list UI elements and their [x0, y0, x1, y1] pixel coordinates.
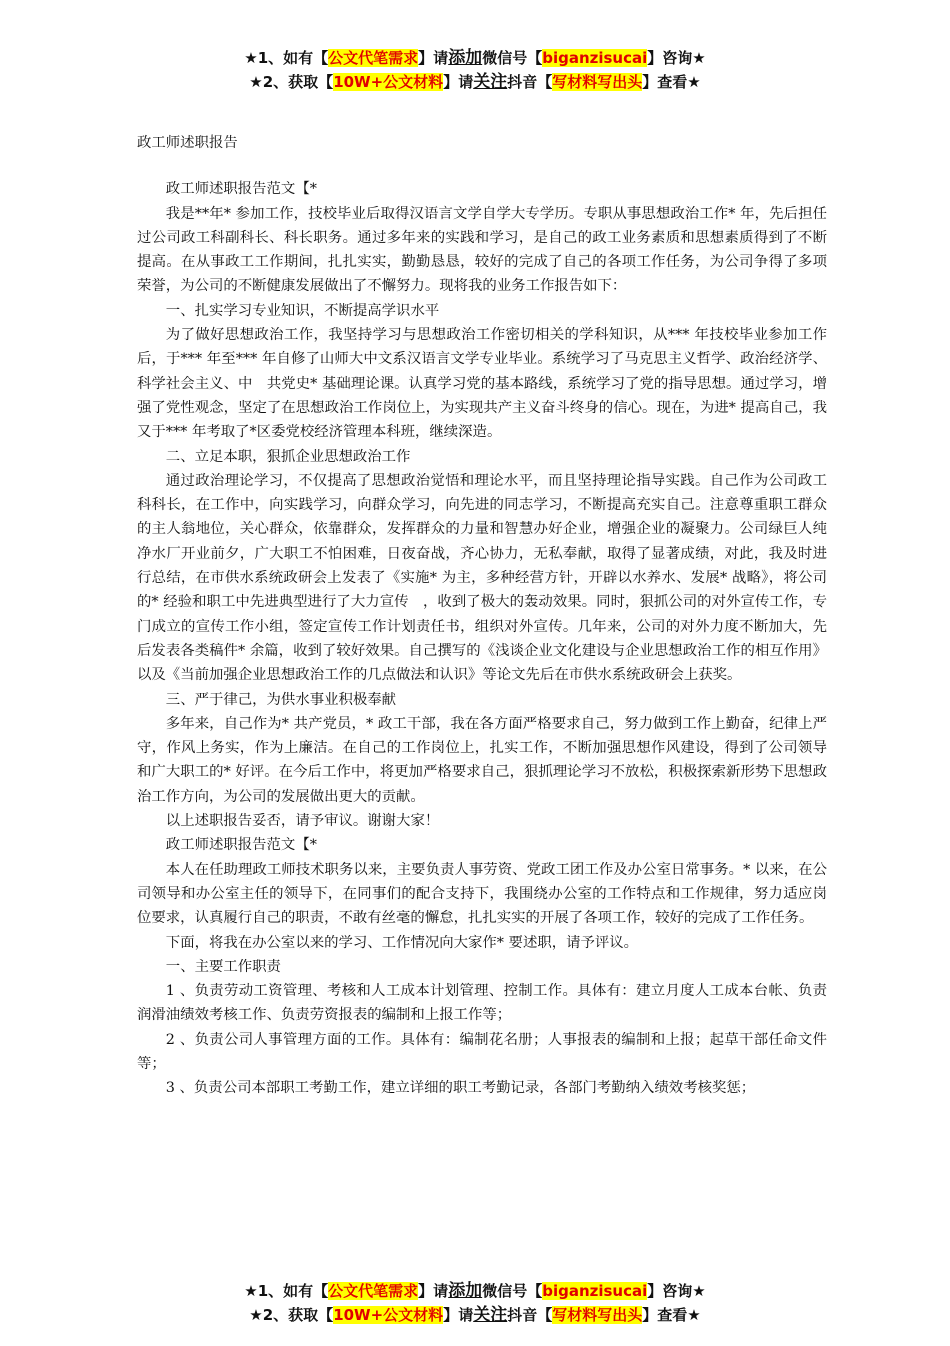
banner-text: ★1、如有【	[244, 1282, 329, 1300]
list-item: 2 、负责公司人事管理方面的工作。具体有：编制花名册；人事报表的编制和上报；起草干部任命文件等；	[137, 1031, 827, 1072]
banner-text: 】咨询★	[647, 1282, 706, 1300]
banner-emphasis: 关注	[473, 72, 508, 92]
footer-banner	[0, 1279, 950, 1327]
banner-highlight: 写材料写出头	[552, 73, 643, 91]
banner-highlight: 公文代笔需求	[328, 1282, 419, 1300]
banner-text: 】请	[418, 1282, 449, 1300]
banner-line-1	[0, 1279, 950, 1303]
banner-highlight: 写材料写出头	[552, 1306, 643, 1324]
banner-line-1	[0, 46, 950, 70]
banner-text: 】请	[443, 73, 474, 91]
banner-highlight: 公文代笔需求	[328, 49, 419, 67]
banner-text: 】查看★	[642, 1306, 701, 1324]
banner-text: 】请	[418, 49, 449, 67]
banner-line-2	[0, 1303, 950, 1327]
banner-text: 】请	[443, 1306, 474, 1324]
section-heading: 政工师述职报告范文【*	[165, 181, 317, 198]
paragraph: 多年来，自己作为* 共产党员，* 政工干部，我在各方面严格要求自己，努力做到工作上勤奋，纪律上严守，作风上务实，作为上廉洁。在自己的工作岗位上，扎实工作，不断加强思想作风建设，得到了公司领导和广大职工的* 好评。在今后工作中，将更加严格要求自己，狠抓理论学习不放松，积极探索新形势下思想政治工作方向，为公司的发展做出更大的贡献。	[137, 715, 827, 805]
banner-highlight: biganzisucai	[542, 1282, 648, 1300]
paragraph: 为了做好思想政治工作，我坚持学习与思想政治工作密切相关的学科知识，从*** 年技校毕业参加工作后，于*** 年至*** 年自修了山师大中文系汉语言文学专业毕业。系统学习了马克思主义哲学、政治经济学、科学社会主义、中 共党史* 基础理论课。认真学习党的基本路线，系统学习了党的指导思想。通过学习，增强了党性观念，坚定了在思想政治工作岗位上，为实现共产主义奋斗终身的信心。现在，为进* 提高自己，我又于*** 年考取了*区委党校经济管理本科班，继续深造。	[137, 327, 827, 441]
banner-emphasis: 添加	[448, 48, 483, 68]
banner-emphasis: 关注	[473, 1305, 508, 1325]
banner-text: 微信号【	[482, 49, 543, 67]
banner-text: ★1、如有【	[244, 49, 329, 67]
banner-text: 微信号【	[482, 1282, 543, 1300]
header-banner	[0, 46, 950, 94]
banner-highlight: 10W+公文材料	[333, 73, 444, 91]
paragraph: 下面，将我在办公室以来的学习、工作情况向大家作* 要述职，请予评议。	[165, 934, 639, 951]
paragraph: 以上述职报告妥否，请予审议。谢谢大家！	[165, 813, 440, 830]
banner-text: ★2、获取【	[249, 1306, 334, 1324]
banner-text: ★2、获取【	[249, 73, 334, 91]
banner-emphasis: 添加	[448, 1281, 483, 1301]
section-heading: 一、扎实学习专业知识，不断提高学识水平	[165, 302, 440, 319]
list-item: 1 、负责劳动工资管理、考核和人工成本计划管理、控制工作。具体有：建立月度人工成本台帐、负责润滑油绩效考核工作、负责劳资报表的编制和上报工作等；	[137, 983, 827, 1024]
paragraph: 本人在任助理政工师技术职务以来，主要负责人事劳资、党政工团工作及办公室日常事务。* 以来，在公司领导和办公室主任的领导下，在同事们的配合支持下，我围绕办公室的工作特点和工作规律，努力适应岗位要求，认真履行自己的职责，不敢有丝毫的懈怠，扎扎实实的开展了各项工作，较好的完成了工作任务。	[137, 861, 827, 927]
list-item: 3 、负责公司本部职工考勤工作，建立详细的职工考勤记录，各部门考勤纳入绩效考核奖惩；	[165, 1080, 756, 1097]
banner-text: 】查看★	[642, 73, 701, 91]
banner-text: 抖音【	[507, 73, 553, 91]
banner-line-2	[0, 70, 950, 94]
section-heading: 三、严于律己，为供水事业积极奉献	[165, 691, 397, 708]
paragraph: 通过政治理论学习，不仅提高了思想政治觉悟和理论水平，而且坚持理论指导实践。自己作为公司政工科科长，在工作中，向实践学习，向群众学习，向先进的同志学习，不断提高充实自己。注意尊重职工群众的主人翁地位，关心群众，依靠群众，发挥群众的力量和智慧办好企业，增强企业的凝聚力。公司绿巨人纯净水厂开业前夕，广大职工不怕困难，日夜奋战，齐心协力，无私奉献，取得了显著成绩，对此，我及时进行总结，在市供水系统政研会上发表了《实施* 为主，多种经营方针，开辟以水养水、发展* 战略》，将公司的* 经验和职工中先进典型进行了大力宣传 ，收到了极大的轰动效果。同时，狠抓公司的对外宣传工作，专门成立的宣传工作小组，签定宣传工作计划责任书，组织对外宣传。几年来，公司的对外力度不断加大，先后发表各类稿件* 余篇，收到了较好效果。自己撰写的《浅谈企业文化建设与企业思想政治工作的相互作用》以及《当前加强企业思想政治工作的几点做法和认识》等论文先后在市供水系统政研会上获奖。	[137, 472, 827, 684]
section-heading: 一、主要工作职责	[165, 958, 281, 975]
banner-highlight: biganzisucai	[542, 49, 648, 67]
banner-text: 抖音【	[507, 1306, 553, 1324]
banner-highlight: 10W+公文材料	[333, 1306, 444, 1324]
paragraph: 我是**年* 参加工作，技校毕业后取得汉语言文学自学大专学历。专职从事思想政治工作* 年，先后担任过公司政工科副科长、科长职务。通过多年来的实践和学习，是自己的政工业务素质和思想素质得到了不断提高。在从事政工工作期间，扎扎实实，勤勤恳恳，较好的完成了自己的各项工作任务，为公司争得了多项荣誉，为公司的不断健康发展做出了不懈努力。现将我的业务工作报告如下：	[137, 205, 827, 295]
banner-text: 】咨询★	[647, 49, 706, 67]
section-heading: 二、立足本职，狠抓企业思想政治工作	[165, 448, 411, 465]
document-title: 政工师述职报告	[137, 135, 238, 151]
document-body	[137, 131, 827, 1101]
section-heading: 政工师述职报告范文【*	[165, 837, 317, 854]
